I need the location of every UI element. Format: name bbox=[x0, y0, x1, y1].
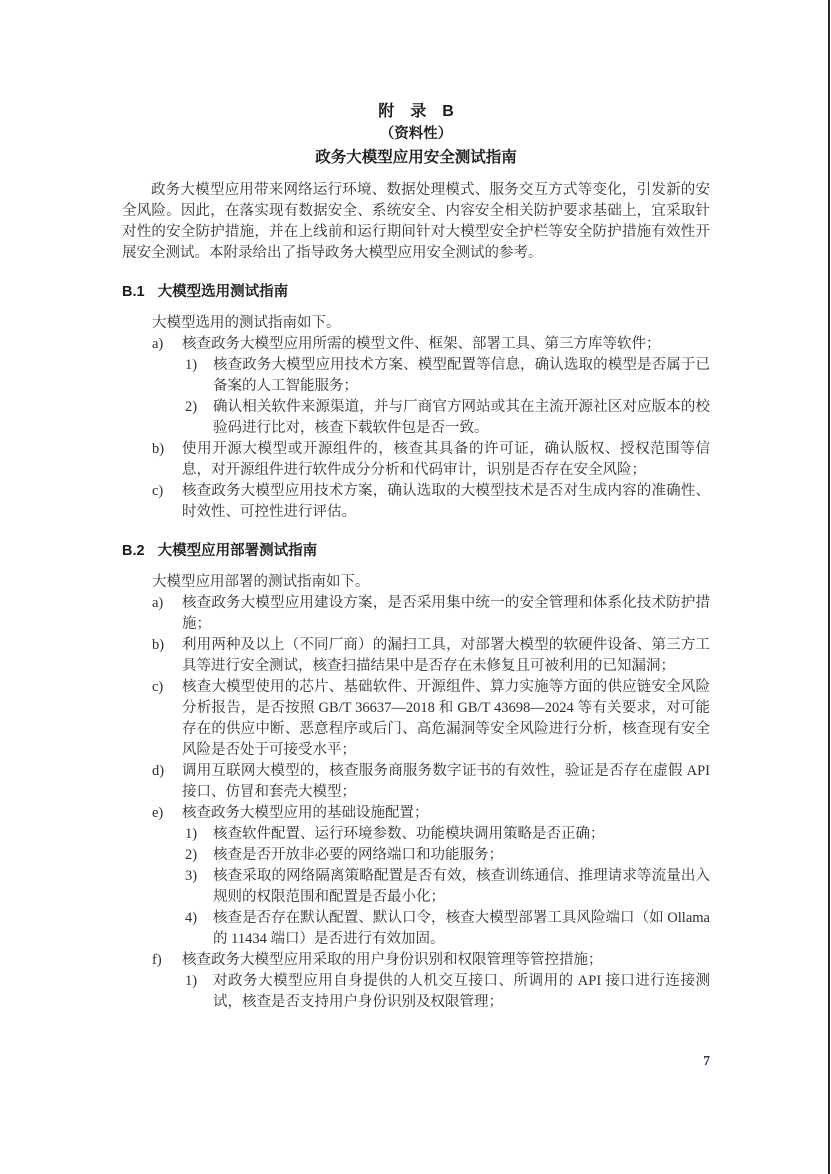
intro-paragraph: 政务大模型应用带来网络运行环境、数据处理模式、服务交互方式等变化，引发新的安全风险。因此，在落实现有数据安全、系统安全、内容安全相关防护要求基础上，宜采取针对性的安全防护措施，并在上线前和运行期间针对大模型安全护栏等安全防护措施有效性开展安全测试。本附录给出了指导政务大模型应用安全测试的参考。 bbox=[122, 182, 710, 261]
list-subitem bbox=[185, 397, 710, 439]
title-block bbox=[122, 100, 710, 169]
list-item bbox=[152, 481, 710, 523]
list-subitem-label: 3) bbox=[185, 868, 198, 884]
page-content bbox=[122, 100, 710, 1013]
list-item-text: 利用两种及以上（不同厂商）的漏扫工具，对部署大模型的软硬件设备、第三方工具等进行安全测试，核查扫描结果中是否存在未修复且可被利用的已知漏洞； bbox=[182, 637, 710, 674]
list-subitem-label: 2) bbox=[185, 847, 198, 863]
list-item-label: c) bbox=[152, 483, 164, 499]
section-b2-title: 大模型应用部署测试指南 bbox=[157, 543, 318, 559]
section-b1-number: B.1 bbox=[122, 284, 145, 300]
list-item-text: 核查政务大模型应用所需的模型文件、框架、部署工具、第三方库等软件； bbox=[182, 336, 661, 352]
page-number: 7 bbox=[703, 1053, 710, 1068]
list-item-text: 使用开源大模型或开源组件的，核查其具备的许可证，确认版权、授权范围等信息，对开源组件进行软件成分分析和代码审计，识别是否存在安全风险； bbox=[182, 441, 710, 478]
list-subitem-label: 2) bbox=[185, 399, 198, 415]
list-item-text: 核查政务大模型应用建设方案，是否采用集中统一的安全管理和体系化技术防护措施； bbox=[182, 595, 710, 632]
section-b1 bbox=[122, 282, 710, 523]
list-subitem-label: 1) bbox=[185, 357, 198, 373]
section-b1-lead: 大模型选用的测试指南如下。 bbox=[152, 315, 341, 331]
list-subitem-text: 核查是否开放非必要的网络端口和功能服务； bbox=[213, 847, 503, 863]
appendix-type-label: （资料性） bbox=[379, 126, 453, 142]
list-subitem-text: 核查采取的网络隔离策略配置是否有效，核查训练通信、推理请求等流量出入规则的权限范围和配置是否最小化； bbox=[213, 868, 710, 905]
list-item-text: 核查大模型使用的芯片、基础软件、开源组件、算力实施等方面的供应链安全风险分析报告，是否按照 GB/T 36637—2018 和 GB/T 43698—2024 等有关要求，对可能存在的供应中断、恶意程序或后门、高危漏洞等安全风险进行分析，核查现有安全风险是否处于可接受水平； bbox=[182, 679, 710, 758]
list-subitem-text: 对政务大模型应用自身提供的人机交互接口、所调用的 API 接口进行连接测试，核查是否支持用户身份识别及权限管理； bbox=[213, 973, 710, 1010]
section-b2-lead: 大模型应用部署的测试指南如下。 bbox=[152, 574, 370, 590]
list-subitem-label: 1) bbox=[185, 973, 198, 989]
list-subitem-label: 1) bbox=[185, 826, 198, 842]
scan-edge-line bbox=[828, 0, 830, 1174]
list-item-text: 核查政务大模型应用采取的用户身份识别和权限管理等管控措施； bbox=[182, 952, 603, 968]
list-item-label: b) bbox=[152, 441, 165, 457]
list-subitem-text: 核查是否存在默认配置、默认口令，核查大模型部署工具风险端口（如 Ollama 的 11434 端口）是否进行有效加固。 bbox=[213, 910, 710, 947]
list-subitem bbox=[185, 845, 710, 866]
list-subitem-label: 4) bbox=[185, 910, 198, 926]
section-b2 bbox=[122, 541, 710, 1013]
list-subitem bbox=[185, 824, 710, 845]
appendix-label: 附 录 B bbox=[378, 103, 454, 120]
list-item-label: a) bbox=[152, 336, 164, 352]
list-item bbox=[152, 334, 710, 355]
list-item bbox=[152, 950, 710, 971]
list-item bbox=[152, 803, 710, 824]
list-item bbox=[152, 439, 710, 481]
list-subitem-text: 核查软件配置、运行环境参数、功能模块调用策略是否正确； bbox=[213, 826, 605, 842]
list-subitem bbox=[185, 355, 710, 397]
list-item-label: f) bbox=[152, 952, 162, 968]
list-subitem bbox=[185, 971, 710, 1013]
list-item-label: a) bbox=[152, 595, 164, 611]
list-subitem-text: 核查政务大模型应用技术方案、模型配置等信息，确认选取的模型是否属于已备案的人工智能服务； bbox=[213, 357, 710, 394]
section-b2-heading bbox=[122, 541, 710, 562]
list-subitem bbox=[185, 866, 710, 908]
list-item-label: d) bbox=[152, 763, 165, 779]
section-b1-heading bbox=[122, 282, 710, 303]
section-b1-title: 大模型选用测试指南 bbox=[157, 284, 289, 300]
list-item bbox=[152, 593, 710, 635]
list-item bbox=[152, 635, 710, 677]
list-subitem-text: 确认相关软件来源渠道，并与厂商官方网站或其在主流开源社区对应版本的校验码进行比对，核查下载软件包是否一致。 bbox=[213, 399, 710, 436]
list-item-text: 调用互联网大模型的，核查服务商服务数字证书的有效性，验证是否存在虚假 API 接口、仿冒和套壳大模型； bbox=[182, 763, 710, 800]
list-subitem bbox=[185, 908, 710, 950]
list-item bbox=[152, 677, 710, 761]
document-title: 政务大模型应用安全测试指南 bbox=[315, 149, 517, 166]
list-item-text: 核查政务大模型应用技术方案，确认选取的大模型技术是否对生成内容的准确性、时效性、可控性进行评估。 bbox=[182, 483, 710, 520]
list-item bbox=[152, 761, 710, 803]
list-item-label: c) bbox=[152, 679, 164, 695]
list-item-label: e) bbox=[152, 805, 164, 821]
list-item-label: b) bbox=[152, 637, 165, 653]
section-b2-number: B.2 bbox=[122, 543, 145, 559]
list-item-text: 核查政务大模型应用的基础设施配置； bbox=[182, 805, 429, 821]
